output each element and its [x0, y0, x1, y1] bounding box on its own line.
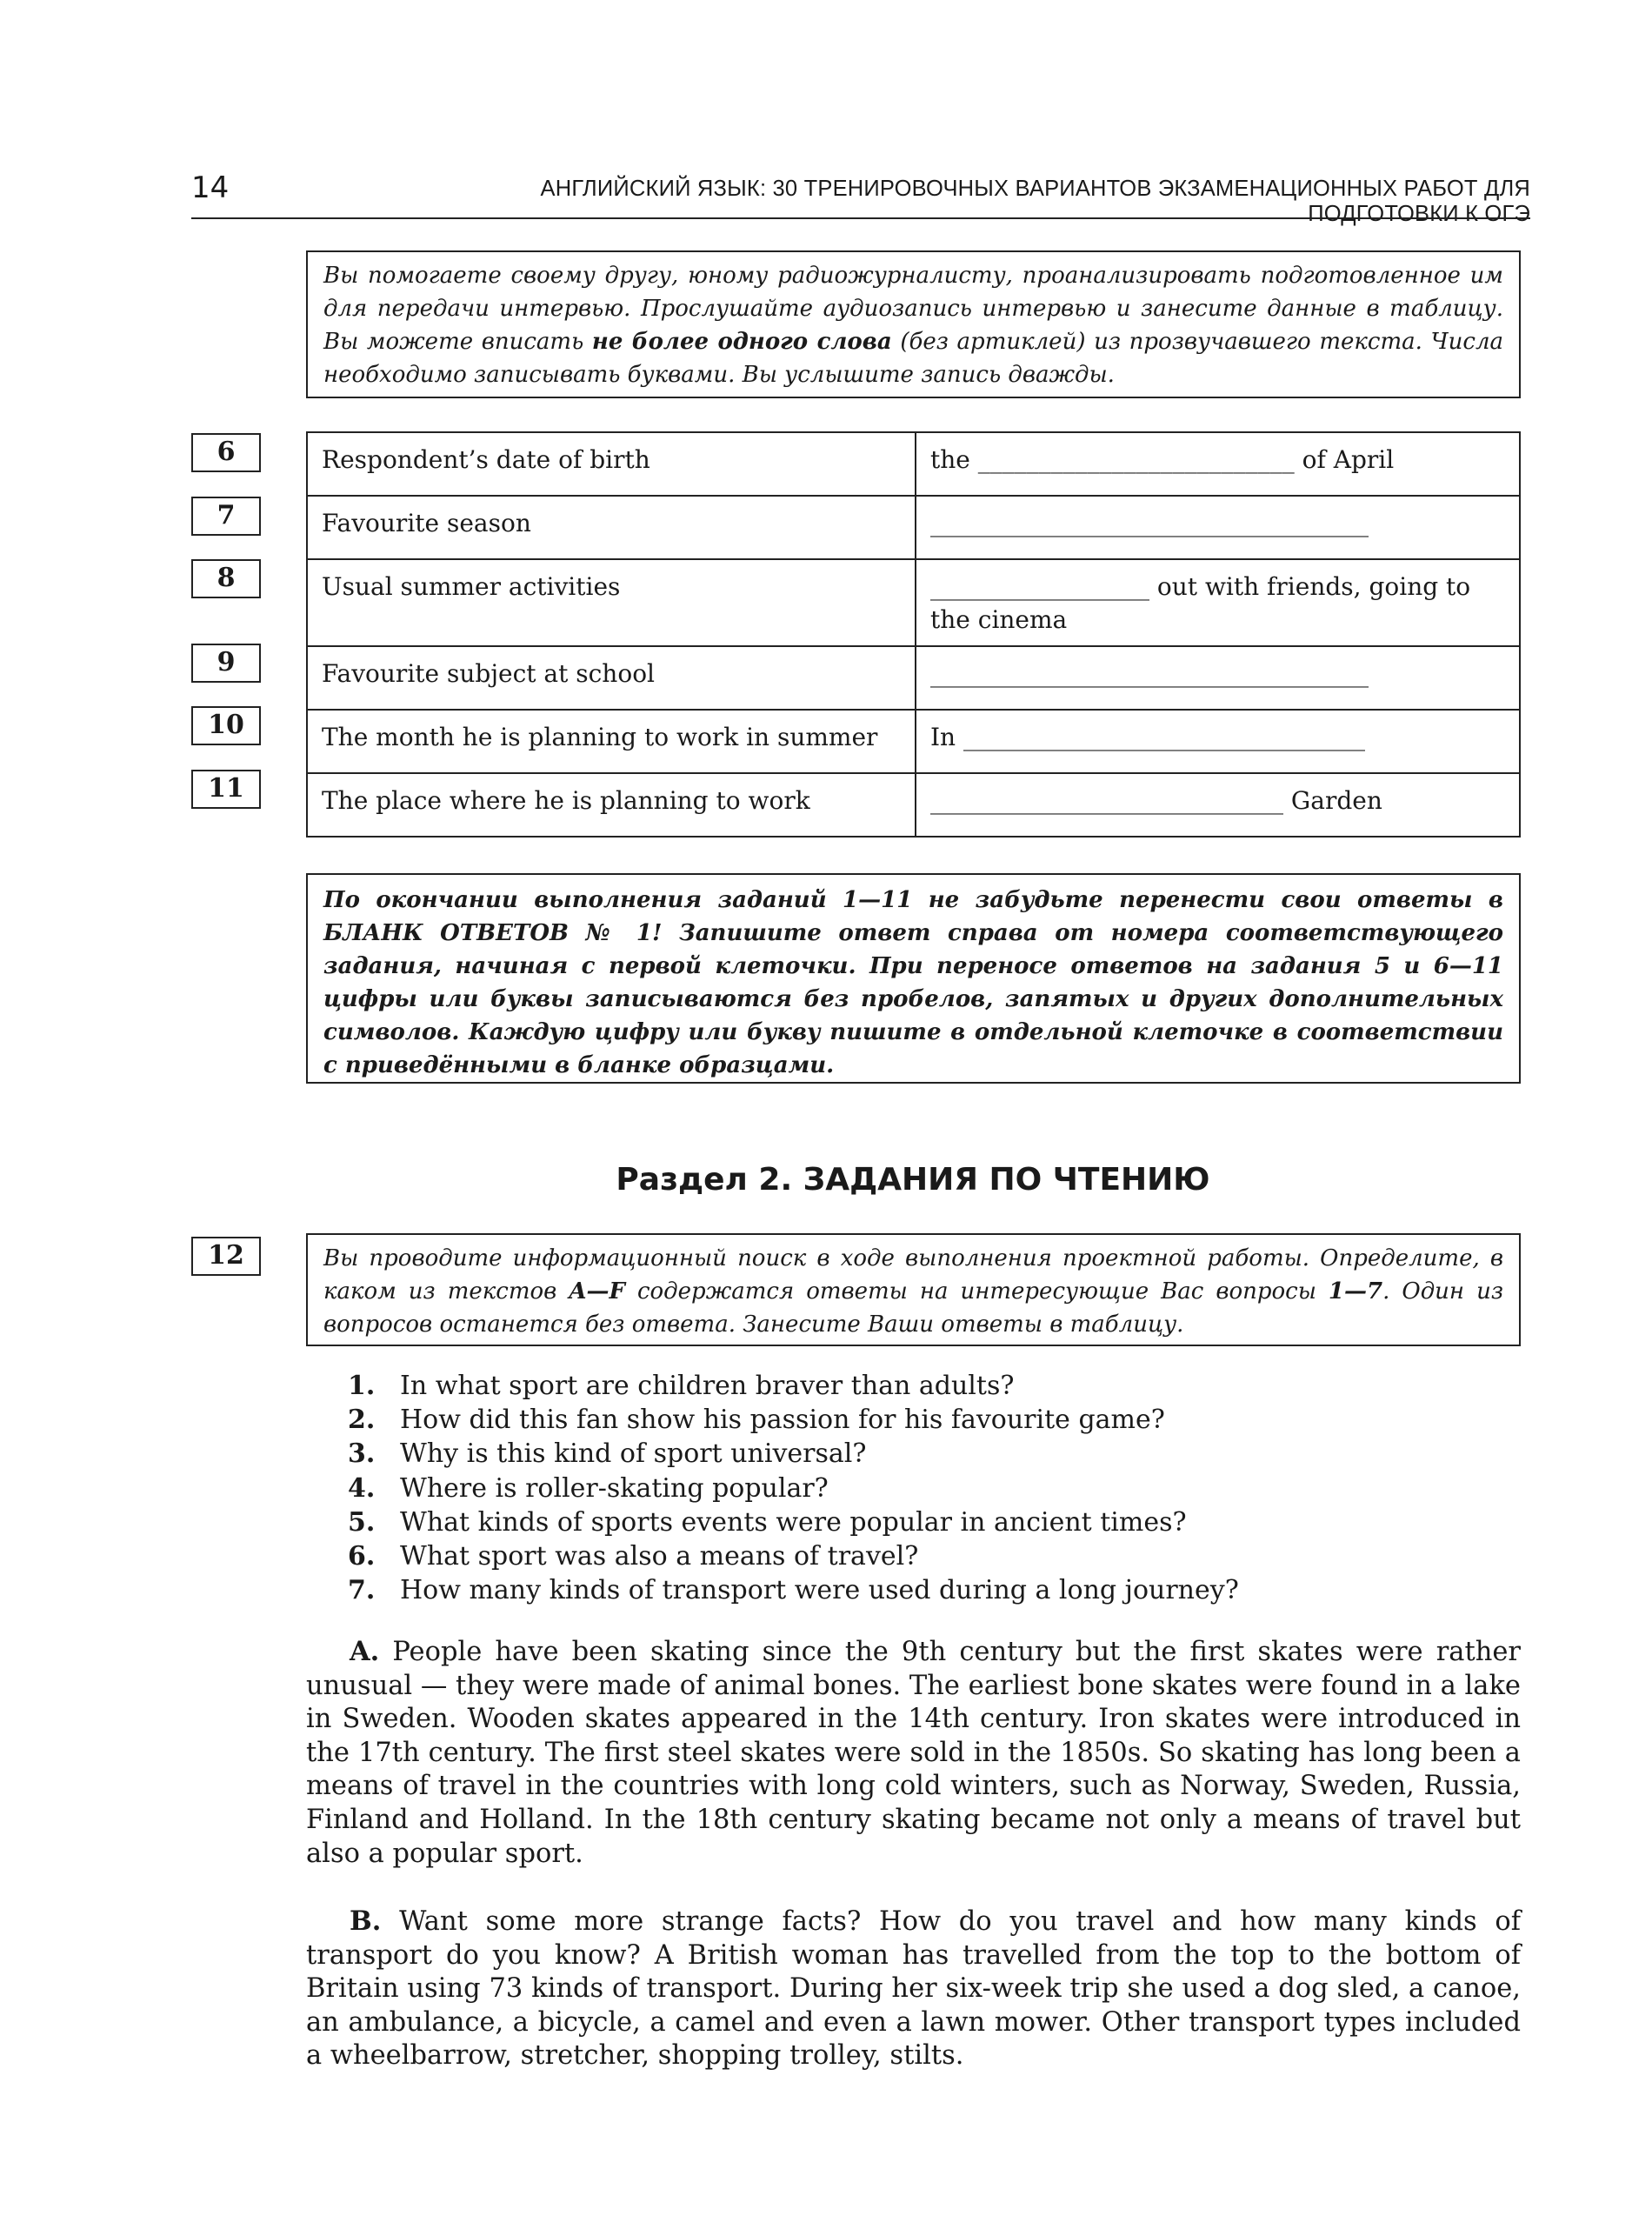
row-answer-field[interactable]: _____________________________ Garden: [916, 773, 1520, 837]
task-number-12: 12: [191, 1237, 261, 1276]
question-text: How many kinds of transport were used during a long journey?: [400, 1575, 1239, 1606]
row-label: Usual summer activities: [307, 559, 916, 646]
task-number-10: 10: [191, 706, 261, 745]
row-label: Favourite season: [307, 496, 916, 559]
list-item: [348, 1472, 1530, 1505]
list-item: [348, 1403, 1530, 1437]
list-item: [348, 1539, 1530, 1573]
listening-instruction-text: Вы помогаете своему другу, юному радиожурналисту, проанализировать подготовленное им для передачи интервью. Прослушайте аудиозапись интервью и занесите данные в таблицу. Вы можете вписать не более одного слова (без артиклей) из прозвучавшего текста. Числа необходимо записывать буквами. Вы услышите запись дважды.: [323, 263, 1503, 388]
row-label: Respondent’s date of birth: [307, 432, 916, 496]
row-label: The place where he is planning to work: [307, 773, 916, 837]
text-a: A. People have been skating since the 9th century but the first skates were rather unusual — they were made of animal bones. The earliest bone skates were found in a lake in Sweden. Wooden skates appeared in the 14th century. Iron skates were introduced in the 17th century. The first steel skates were sold in the 1850s. So skating has long been a means of travel in the countries with long cold winters, such as Norway, Sweden, Russia, Finland and Holland. In the 18th century skating became not only a means of travel but also a popular sport.: [306, 1636, 1521, 1869]
row-answer-field[interactable]: In _________________________________: [916, 710, 1520, 773]
question-number: 5.: [348, 1506, 376, 1538]
task-number-6: 6: [191, 433, 261, 472]
question-text: Where is roller-skating popular?: [400, 1472, 829, 1504]
question-text: What kinds of sports events were popular in ancient times?: [400, 1506, 1187, 1538]
table-row: [307, 773, 1520, 837]
text-b: B. Want some more strange facts? How do you travel and how many kinds of transport do you know? A British woman has travelled from the top to the bottom of Britain using 73 kinds of transport. During her six-week trip she used a dog sled, a canoe, an ambulance, a bicycle, a camel and even a lawn mower. Other transport types included a wheelbarrow, stretcher, shopping trolley, stilts.: [306, 1905, 1521, 2072]
table-row: [307, 559, 1520, 646]
answer-transfer-reminder-box: [306, 873, 1521, 1084]
row-label: Favourite subject at school: [307, 646, 916, 710]
task-number-9: 9: [191, 644, 261, 683]
table-row: [307, 646, 1520, 710]
list-item: [348, 1437, 1530, 1471]
list-item: [348, 1505, 1530, 1539]
task-number-8: 8: [191, 559, 261, 598]
header-divider: [191, 217, 1530, 219]
row-answer-field[interactable]: ____________________________________: [916, 646, 1520, 710]
page-number: 14: [191, 170, 230, 205]
question-number: 2.: [348, 1405, 376, 1436]
question-number: 1.: [348, 1371, 376, 1401]
question-text: In what sport are children braver than adults?: [400, 1371, 1015, 1401]
row-answer-field[interactable]: ____________________________________: [916, 496, 1520, 559]
table-row: [307, 432, 1520, 496]
task-number-7: 7: [191, 497, 261, 536]
listening-instruction-box: [306, 250, 1521, 398]
listening-answer-table: [306, 431, 1521, 838]
section-title: Раздел 2. ЗАДАНИЯ ПО ЧТЕНИЮ: [616, 1162, 1210, 1198]
question-text: What sport was also a means of travel?: [400, 1541, 919, 1572]
task-number-11: 11: [191, 770, 261, 809]
question-number: 6.: [348, 1541, 376, 1572]
table-row: [307, 710, 1520, 773]
list-item: [348, 1573, 1530, 1607]
question-text: Why is this kind of sport universal?: [400, 1438, 867, 1470]
question-number: 7.: [348, 1575, 376, 1606]
table-row: [307, 496, 1520, 559]
question-number: 3.: [348, 1438, 376, 1470]
reading-instruction-text: Вы проводите информационный поиск в ходе выполнения проектной работы. Определите, в каком из текстов A—F содержатся ответы на интересующие Вас вопросы 1—7. Один из вопросов останется без ответа. Занесите Ваши ответы в таблицу.: [323, 1245, 1503, 1338]
running-header: АНГЛИЙСКИЙ ЯЗЫК: 30 ТРЕНИРОВОЧНЫХ ВАРИАНТОВ ЭКЗАМЕНАЦИОННЫХ РАБОТ ДЛЯ ПОДГОТОВКИ К ОГЭ: [540, 177, 1530, 226]
question-text: How did this fan show his passion for his favourite game?: [400, 1405, 1165, 1436]
row-answer-field[interactable]: __________________ out with friends, going to the cinema: [916, 559, 1520, 646]
question-list: [348, 1369, 1530, 1607]
question-number: 4.: [348, 1472, 376, 1504]
list-item: [348, 1369, 1530, 1403]
reading-instruction-box: [306, 1233, 1521, 1346]
row-label: The month he is planning to work in summer: [307, 710, 916, 773]
answer-transfer-reminder-text: По окончании выполнения заданий 1—11 не забудьте перенести свои ответы в БЛАНК ОТВЕТОВ № 1! Запишите ответ справа от номера соответствующего задания, начиная с первой клеточки. При переносе ответов на задания 5 и 6—11 цифры или буквы записываются без пробелов, запятых и других дополнительных символов. Каждую цифру или букву пишите в отдельной клеточке в соответствии с приведёнными в бланке образцами.: [323, 887, 1503, 1078]
row-answer-field[interactable]: the __________________________ of April: [916, 432, 1520, 496]
